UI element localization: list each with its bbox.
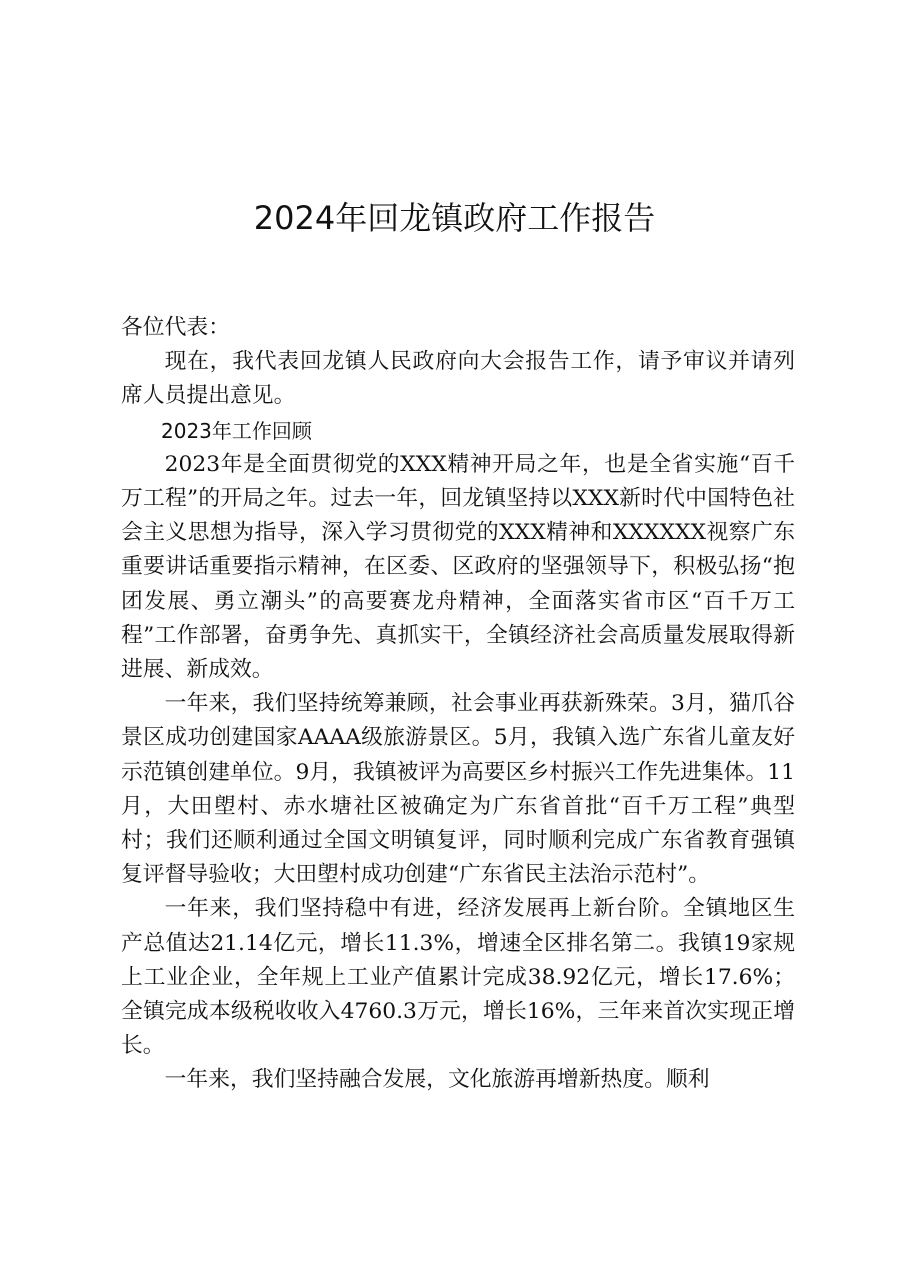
document-title: 2024年回龙镇政府工作报告: [253, 199, 656, 237]
paragraph-overview: 2023年是全面贯彻党的XXX精神开局之年，也是全省实施“百千万工程”的开局之年。过去一年，回龙镇坚持以XXX新时代中国特色社会主义思想为指导，深入学习贯彻党的XXX精神和XXXXXX视察广东重要讲话重要指示精神，在区委、区政府的坚强领导下，积极弘扬“抱团发展、勇立潮头”的高要赛龙舟精神，全面落实省市区“百千万工程”工作部署，奋勇争先、真抓实干，全镇经济社会高质量发展取得新进展、新成效。: [121, 451, 795, 683]
salutation: 各位代表：: [121, 315, 230, 340]
paragraph-tourism: 一年来，我们坚持融合发展，文化旅游再增新热度。顺利: [164, 1067, 710, 1093]
paragraph-intro: 现在，我代表回龙镇人民政府向大会报告工作，请予审议并请列席人员提出意见。: [121, 349, 795, 409]
paragraph-social: 一年来，我们坚持统筹兼顾，社会事业再获新殊荣。3月，猫爪谷景区成功创建国家AAAA级旅游景区。5月，我镇入选广东省儿童友好示范镇创建单位。9月，我镇被评为高要区乡村振兴工作先进集体。11月，大田塱村、赤水塘社区被确定为广东省首批“百千万工程”典型村；我们还顺利通过全国文明镇复评，同时顺利完成广东省教育强镇复评督导验收；大田塱村成功创建“广东省民主法治示范村”。: [121, 691, 795, 888]
section-heading: 2023年工作回顾: [161, 418, 312, 443]
document-body: [121, 311, 795, 1098]
paragraph-economy: 一年来，我们坚持稳中有进，经济发展再上新台阶。全镇地区生产总值达21.14亿元，增长11.3%，增速全区排名第二。我镇19家规上工业企业，全年规上工业产值累计完成38.92亿元，增长17.6%；全镇完成本级税收收入4760.3万元，增长16%，三年来首次实现正增长。: [121, 896, 795, 1059]
